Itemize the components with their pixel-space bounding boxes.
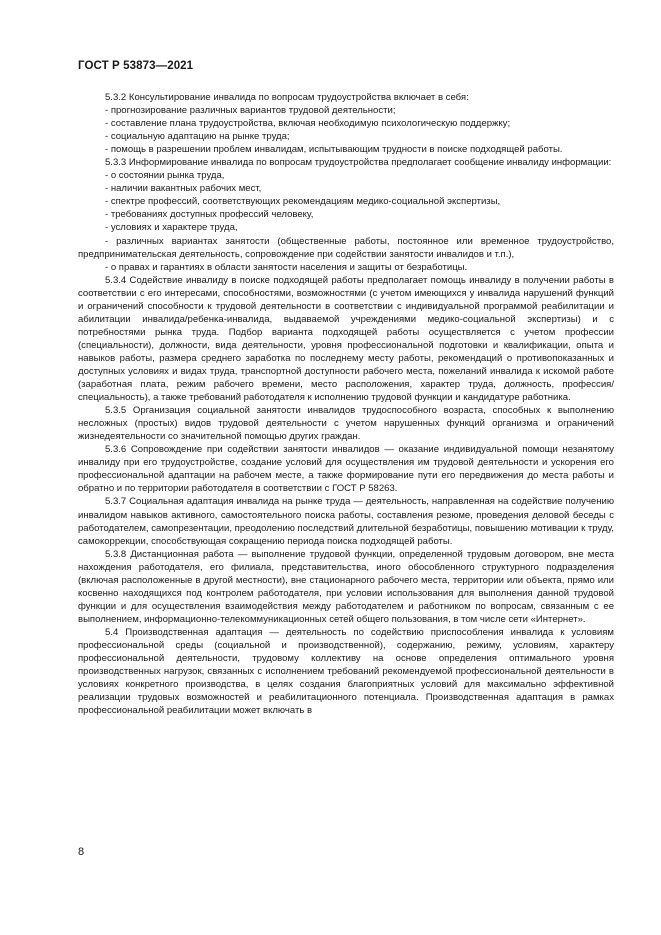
list-item: - прогнозирование различных вариантов трудовой деятельности;: [105, 105, 396, 117]
list-item: - наличии вакантных рабочих мест,: [105, 183, 262, 195]
list-item: - спектре профессий, соответствующих рекомендациям медико-социальной экспертизы,: [105, 196, 501, 208]
paragraph: - помощь в разрешении проблем инвалидам, испытывающим трудности в поиске подходящей работы.: [105, 144, 563, 156]
document-header: ГОСТ Р 53873—2021: [78, 60, 194, 72]
paragraph: 5.3.2 Консультирование инвалида по вопросам трудоустройства включает в себя:: [105, 92, 469, 103]
list-item: - о состоянии рынка труда,: [105, 170, 225, 182]
list-item: - социальную адаптацию на рынке труда;: [105, 131, 290, 143]
paragraph: 5.3.3 Информирование инвалида по вопросам трудоустройства предполагает сообщение инвалиду информации:: [105, 157, 612, 169]
paragraph: 5.3.5 Организация социальной занятости инвалидов трудоспособного возраста, способных к выполнению несложных (простых) видов трудовой деятельности с учетом нарушенных функций организма и ограничений жизнедеятельности со значительной помощью других граждан.: [78, 405, 614, 443]
document-body: [78, 91, 614, 717]
paragraph: 5.4 Производственная адаптация — деятельность по содействию приспособления инвалида к условиям профессиональной среды (социальной и производственной), содержанию, режиму, условиям, характеру профессиональной деятельности, трудовому коллективу на основе определения оптимального уровня производственных нагрузок, связанных с исполнением требований рекомендуемой профессиональной деятельности в условиях конкретного производства, в целях создания благоприятных условий для максимально эффективной реализации трудовых возможностей и реабилитационного потенциала. Производственная адаптация в рамках профессиональной реабилитации может включать в: [78, 626, 614, 717]
list-item: - составление плана трудоустройства, включая необходимую психологическую поддержку;: [105, 118, 511, 130]
paragraph: 5.3.7 Социальная адаптация инвалида на рынке труда — деятельность, направленная на содействие получению инвалидом навыков активного, самостоятельного поиска работы, составления резюме, проведения деловой беседы с работодателем, самопрезентации, преодолению последствий длительной безработицы, повышению мотивации к труду, самокоррекции, способствующая сокращению периода поиска подходящей работы.: [78, 496, 614, 547]
page-number: 8: [78, 846, 85, 858]
paragraph: 5.3.6 Сопровождение при содействии занятости инвалидов — оказание индивидуальной помощи незанятому инвалиду при его трудоустройстве, создание условий для осуществления им трудовой деятельности и ускорения его профессиональной адаптации на рабочем месте, а также формирование пути его передвижения до места работы и обратно и по территории работодателя в соответствии с ГОСТ Р 58263.: [78, 444, 614, 495]
list-item: - условиях и характере труда,: [105, 222, 238, 234]
list-item: - о правах и гарантиях в области занятости населения и защиты от безработицы.: [105, 261, 468, 273]
paragraph: 5.3.8 Дистанционная работа — выполнение трудовой функции, определенной трудовым договором, вне места нахождения работодателя, его филиала, представительства, иного обособленного структурного подразделения (включая расположенные в другой местности), вне стационарного рабочего места, территории или объекта, прямо или косвенно находящихся под контролем работодателя, при условии использования для выполнения данной трудовой функции и для осуществления взаимодействия между работодателем и работником по вопросам, связанным с ее выполнением, информационно-телекоммуникационных сетей общего пользования, в том числе сети «Интернет».: [78, 548, 614, 625]
paragraph: 5.3.4 Содействие инвалиду в поиске подходящей работы предполагает помощь инвалиду в получении работы в соответствии с его интересами, способностями, возможностями (с учетом имеющихся у инвалида нарушений функций и ограничений способности к трудовой деятельности в соответствии с индивидуальной программой реабилитации и абилитации инвалида/ребенка-инвалида, выдаваемой учреждениями медико-социальной экспертизы) и с потребностями рынка труда. Подбор варианта подходящей работы осуществляется с учетом профессии (специальности), должности, вида деятельности, уровня профессиональной подготовки и квалификации, опыта и навыков работы, размера среднего заработка по последнему месту работы, рекомендаций о противопоказанных и доступных условиях и видах труда, транспортной доступности рабочего места, пожеланий инвалида к искомой работе (заработная плата, режим рабочего времени, место расположения, характер труда, должность, профессия/специальность), а также требований работодателя к исполнению трудовой функции и кандидатуре работника.: [78, 274, 614, 404]
paragraph: - различных вариантах занятости (общественные работы, постоянное или временное трудоустройство, предпринимательская деятельность, сопровождение при содействии занятости инвалидов и т.п.),: [78, 235, 614, 260]
list-item: - требованиях доступных профессий человеку,: [105, 209, 314, 221]
